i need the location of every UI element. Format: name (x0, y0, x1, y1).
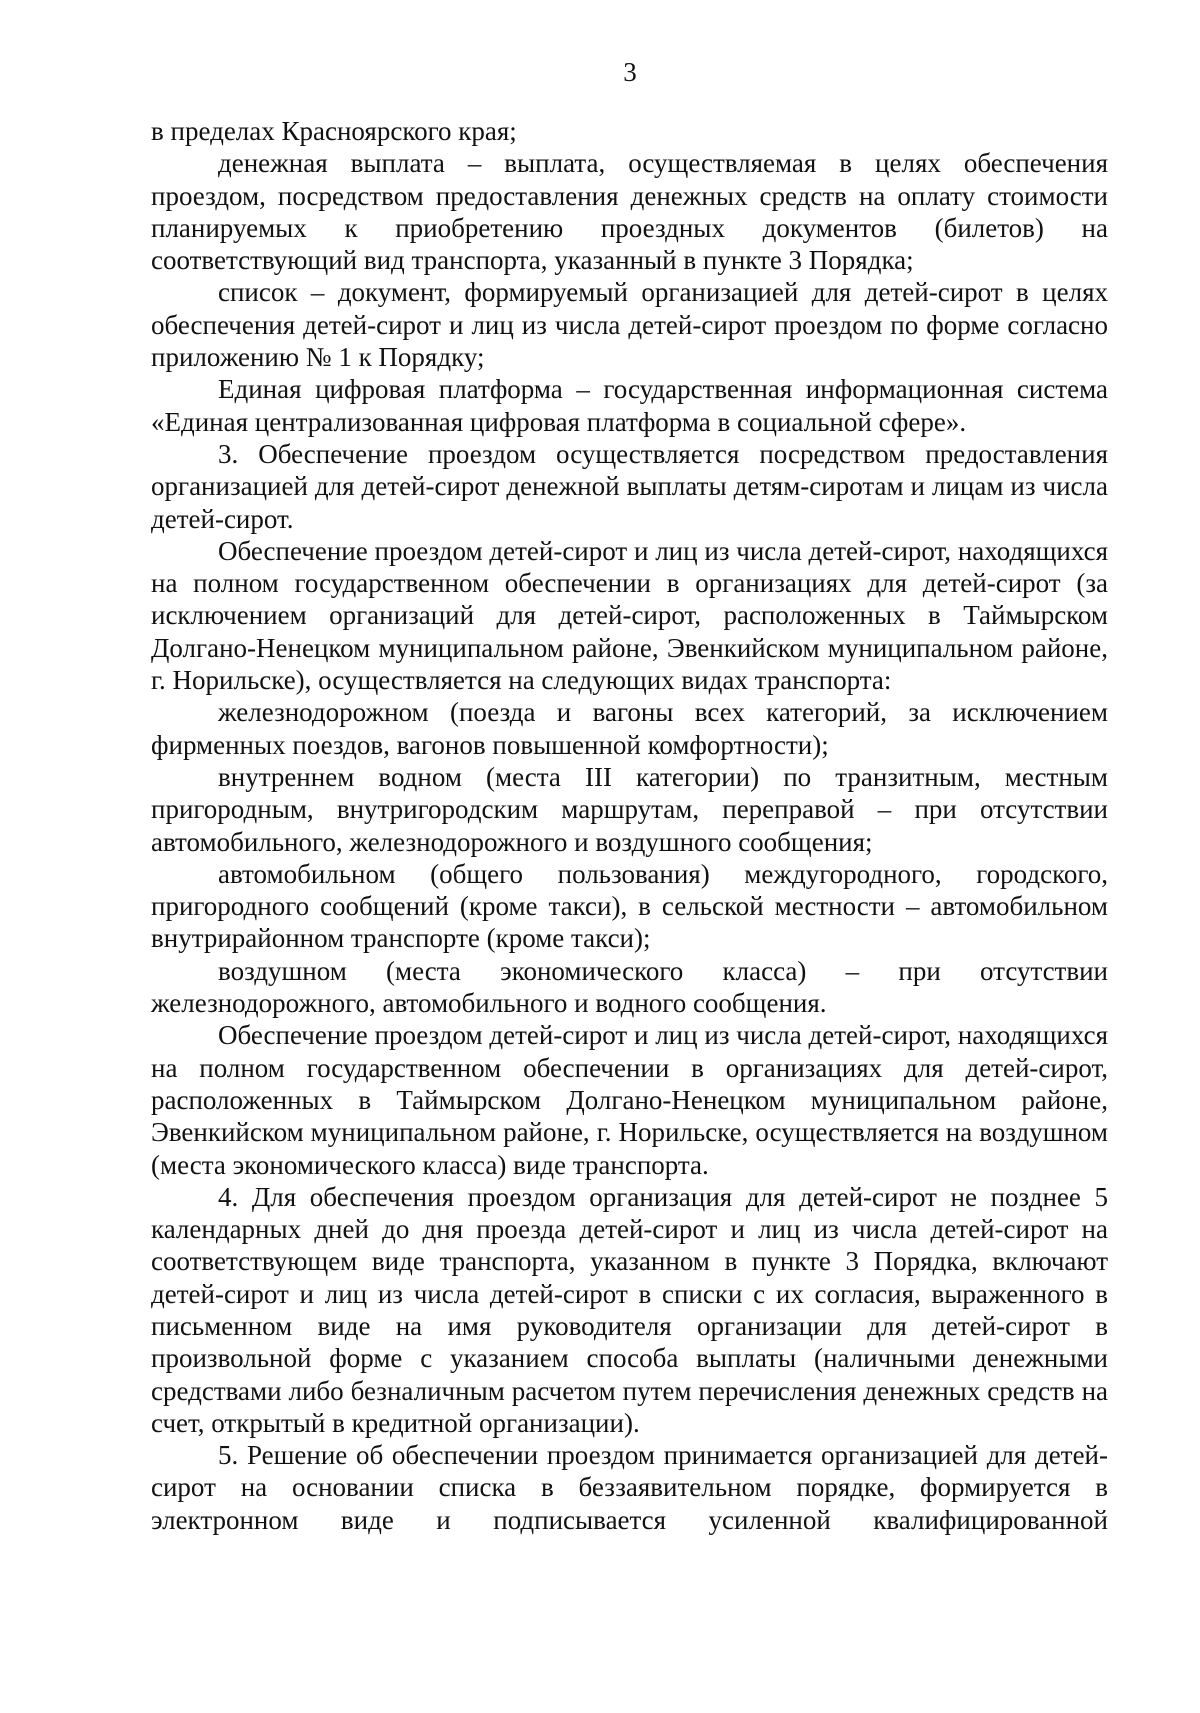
paragraph-definition-cash-payment: денежная выплата – выплата, осуществляемая в целях обеспечения проездом, посредством предоставления денежных средств на оплату стоимости планируемых к приобретению проездных документов (билетов) на соответствующий вид транспорта, указанный в пункте 3 Порядка; (151, 148, 1108, 276)
paragraph-water-transport: внутреннем водном (места III категории) по транзитным, местным пригородным, внутригородским маршрутам, переправой – при отсутствии автомобильного, железнодорожного и воздушного сообщения; (151, 761, 1108, 857)
paragraph-air-transport: воздушном (места экономического класса) – при отсутствии железнодорожного, автомобильного и водного сообщения. (151, 955, 1108, 1019)
paragraph-definition-list: список – документ, формируемый организацией для детей-сирот в целях обеспечения детей-сирот и лиц из числа детей-сирот проездом по форме согласно приложению № 1 к Порядку; (151, 277, 1108, 373)
paragraph-clause-3: 3. Обеспечение проездом осуществляется посредством предоставления организацией для детей-сирот денежной выплаты детям-сиротам и лицам из числа детей-сирот. (151, 438, 1108, 534)
page-number: 3 (623, 57, 637, 87)
document-body (151, 115, 1108, 1536)
paragraph-definition-digital-platform: Единая цифровая платформа – государственная информационная система «Единая централизованная цифровая платформа в социальной сфере». (151, 374, 1108, 437)
paragraph-road-transport: автомобильном (общего пользования) междугородного, городского, пригородного сообщений (кроме такси), в сельской местности – автомобильном внутрирайонном транспорте (кроме такси); (151, 858, 1108, 954)
paragraph-intro-fragment: в пределах Красноярского края; (151, 116, 517, 146)
paragraph-transport-types-intro: Обеспечение проездом детей-сирот и лиц из числа детей-сирот, находящихся на полном государственном обеспечении в организациях для детей-сирот (за исключением организаций для детей-сирот, расположенных в Таймырском Долгано-Ненецком муниципальном районе, Эвенкийском муниципальном районе, г. Норильске), осуществляется на следующих видах транспорта: (151, 535, 1108, 696)
paragraph-northern-districts: Обеспечение проездом детей-сирот и лиц из числа детей-сирот, находящихся на полном государственном обеспечении в организациях для детей-сирот, расположенных в Таймырском Долгано-Ненецком муниципальном районе, Эвенкийском муниципальном районе, г. Норильске, осуществляется на воздушном (места экономического класса) виде транспорта. (151, 1020, 1108, 1180)
paragraph-clause-5: 5. Решение об обеспечении проездом принимается организацией для детей-сирот на основании списка в беззаявительном порядке, формируется в электронном виде и подписывается усиленной квалифицированной (151, 1440, 1108, 1535)
paragraph-clause-4: 4. Для обеспечения проездом организация для детей-сирот не позднее 5 календарных дней до дня проезда детей-сирот и лиц из числа детей-сирот на соответствующем виде транспорта, указанном в пункте 3 Порядка, включают детей-сирот и лиц из числа детей-сирот в списки с их согласия, выраженного в письменном виде на имя руководителя организации для детей-сирот в произвольной форме с указанием способа выплаты (наличными денежными средствами либо безналичным расчетом путем перечисления денежных средств на счет, открытый в кредитной организации). (151, 1181, 1108, 1438)
paragraph-railway-transport: железнодорожном (поезда и вагоны всех категорий, за исключением фирменных поездов, вагонов повышенной комфортности); (151, 697, 1108, 760)
